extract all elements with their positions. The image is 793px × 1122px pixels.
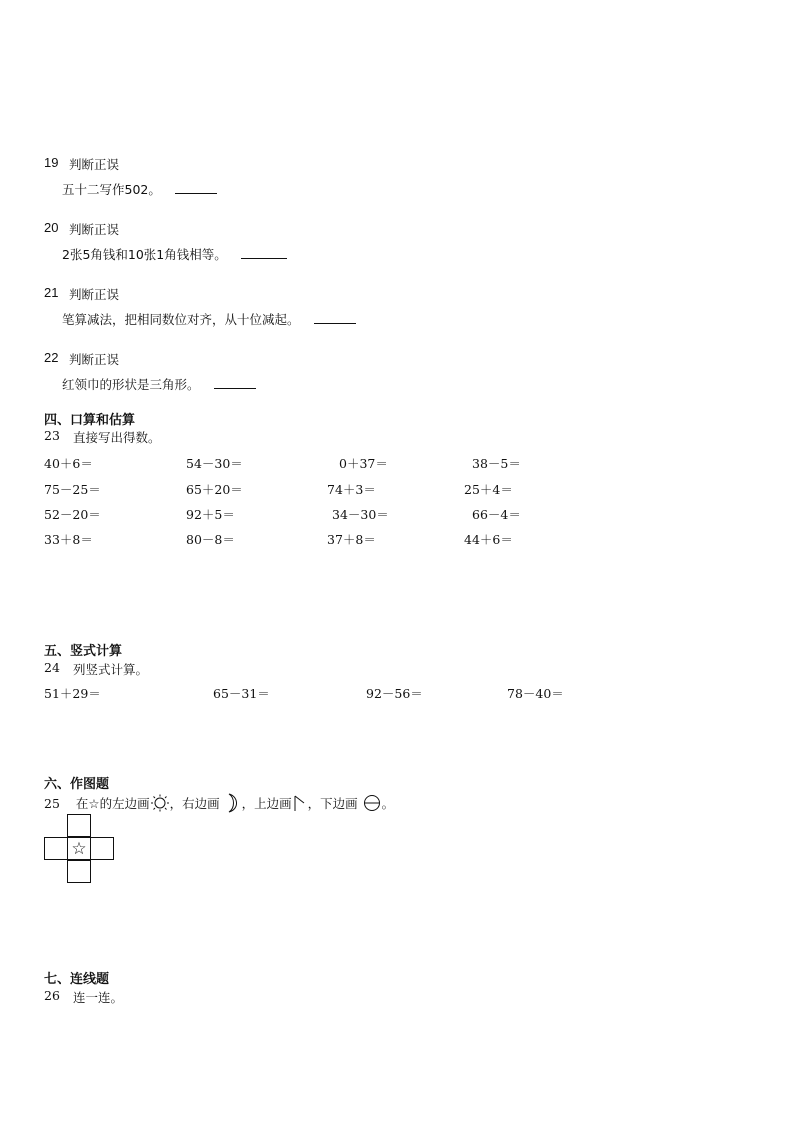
question-text-24: 列竖式计算。 bbox=[73, 662, 149, 677]
section-6-title: 六、作图题 bbox=[44, 777, 110, 792]
grid-cell-center bbox=[67, 837, 91, 860]
question-text-25 bbox=[44, 793, 394, 813]
statement-19: 五十二写作502。 bbox=[62, 182, 161, 197]
section-7-title: 七、连线题 bbox=[44, 972, 110, 987]
calc-item: 40＋6＝ bbox=[44, 456, 93, 471]
question-title-22: 判断正误 bbox=[69, 352, 120, 367]
calc-item: 65＋20＝ bbox=[186, 482, 243, 497]
calc-item: 0＋37＝ bbox=[339, 456, 388, 471]
answer-blank-20[interactable] bbox=[241, 248, 287, 259]
instruction-part: ，下边画 bbox=[307, 796, 358, 811]
calc-item: 80－8＝ bbox=[186, 532, 235, 547]
statement-22: 红领巾的形状是三角形。 bbox=[62, 377, 200, 392]
statement-21: 笔算减法，把相同数位对齐，从十位减起。 bbox=[62, 312, 300, 327]
calc-item: 66－4＝ bbox=[472, 507, 521, 522]
question-number-26: 26 bbox=[44, 988, 60, 1003]
question-title-21: 判断正误 bbox=[69, 287, 120, 302]
circle-line-icon bbox=[362, 794, 382, 815]
answer-blank-22[interactable] bbox=[214, 378, 256, 389]
question-text-22 bbox=[62, 375, 256, 393]
vertical-calc-item: 78－40＝ bbox=[507, 686, 564, 701]
question-number-21: 21 bbox=[44, 285, 59, 300]
section-5-title: 五、竖式计算 bbox=[44, 644, 123, 659]
calc-item: 25＋4＝ bbox=[464, 482, 513, 497]
grid-cell-left[interactable] bbox=[44, 837, 68, 860]
calc-item: 38－5＝ bbox=[472, 456, 521, 471]
vertical-calc-item: 65－31＝ bbox=[213, 686, 270, 701]
statement-20: 2张5角钱和10张1角钱相等。 bbox=[62, 247, 227, 262]
instruction-part: 。 bbox=[381, 796, 395, 811]
question-text-23: 直接写出得数。 bbox=[73, 430, 161, 445]
question-text-19 bbox=[62, 180, 217, 198]
vertical-calc-item: 92－56＝ bbox=[366, 686, 423, 701]
answer-blank-21[interactable] bbox=[314, 313, 356, 324]
grid-cell-top[interactable] bbox=[67, 814, 91, 837]
question-title-20: 判断正误 bbox=[69, 222, 120, 237]
question-title-19: 判断正误 bbox=[69, 157, 120, 172]
moon-icon bbox=[226, 793, 242, 816]
question-number-20: 20 bbox=[44, 220, 59, 235]
calc-item: 75－25＝ bbox=[44, 482, 101, 497]
answer-blank-19[interactable] bbox=[175, 183, 217, 194]
calc-item: 44＋6＝ bbox=[464, 532, 513, 547]
calc-item: 52－20＝ bbox=[44, 507, 101, 522]
grid-cell-bottom[interactable] bbox=[67, 860, 91, 883]
vertical-calc-item: 51＋29＝ bbox=[44, 686, 101, 701]
question-text-21 bbox=[62, 310, 356, 328]
instruction-part: 在☆的左边画 bbox=[75, 796, 150, 811]
question-number-22: 22 bbox=[44, 350, 59, 365]
question-number-25: 25 bbox=[44, 796, 60, 811]
question-text-20 bbox=[62, 245, 287, 263]
calc-item: 92＋5＝ bbox=[186, 507, 235, 522]
question-number-24: 24 bbox=[44, 660, 60, 675]
instruction-part: ，上边画 bbox=[241, 796, 292, 811]
star-icon: ☆ bbox=[71, 839, 87, 859]
calc-item: 33＋8＝ bbox=[44, 532, 93, 547]
instruction-part: ，右边画 bbox=[169, 796, 220, 811]
grid-cell-right[interactable] bbox=[90, 837, 114, 860]
calc-item: 74＋3＝ bbox=[327, 482, 376, 497]
calc-item: 34－30＝ bbox=[332, 507, 389, 522]
calc-item: 37＋8＝ bbox=[327, 532, 376, 547]
question-number-23: 23 bbox=[44, 428, 60, 443]
question-text-26: 连一连。 bbox=[73, 990, 124, 1005]
sun-icon bbox=[150, 794, 170, 815]
question-number-19: 19 bbox=[44, 155, 59, 170]
section-4-title: 四、口算和估算 bbox=[44, 413, 136, 428]
calc-item: 54－30＝ bbox=[186, 456, 243, 471]
flag-icon bbox=[292, 794, 308, 815]
